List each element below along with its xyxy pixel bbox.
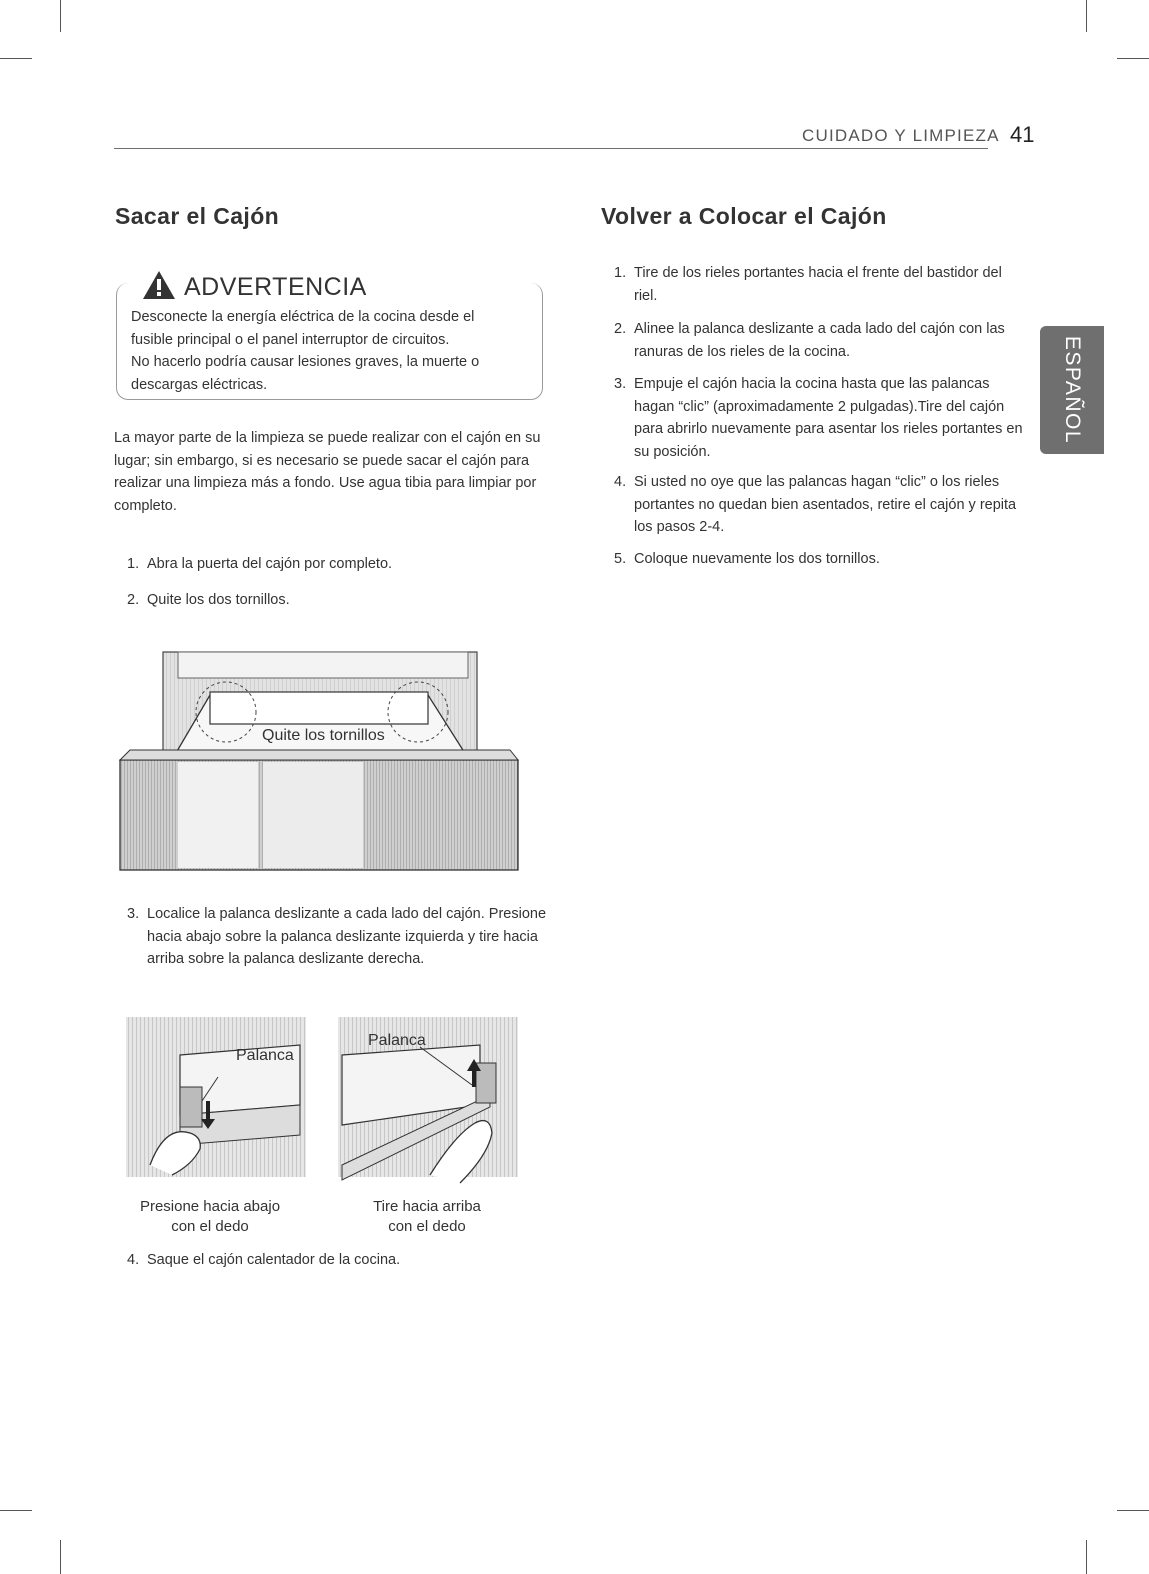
warning-text [131, 306, 531, 396]
caption-line: Tire hacia arriba [373, 1198, 481, 1215]
crop-mark [60, 1540, 61, 1574]
warning-heading [136, 270, 377, 305]
warning-line: No hacerlo podría causar lesiones graves, la muerte o [131, 354, 480, 370]
crop-mark [60, 0, 61, 32]
right-section-title: Volver a Colocar el Cajón [601, 203, 887, 229]
step-text: Alinee la palanca deslizante a cada lado del cajón con las ranuras de los rieles de la cocina. [634, 321, 1005, 360]
right-step [614, 548, 1026, 571]
step-text: Saque el cajón calentador de la cocina. [147, 1252, 401, 1268]
left-section-title: Sacar el Cajón [115, 203, 280, 229]
caption-line: con el dedo [171, 1218, 249, 1235]
header-section-title: CUIDADO Y LIMPIEZA [802, 126, 1000, 145]
crop-mark [1086, 1540, 1087, 1574]
figure-slide-levers [120, 1015, 520, 1205]
figure2-right-caption [342, 1197, 512, 1237]
figure2-left-caption [125, 1197, 295, 1237]
left-step [127, 553, 557, 576]
step-text: Si usted no oye que las palancas hagan “clic” o los rieles portantes no quedan bien asentados, retire el cajón y repita los pasos 2-4. [634, 474, 1017, 535]
left-step [127, 589, 557, 612]
figure2-right-label: Palanca [368, 1032, 426, 1049]
crop-mark [0, 58, 32, 59]
step-number: 1. [614, 265, 627, 281]
warning-line: Desconecte la energía eléctrica de la cocina desde el [131, 309, 475, 325]
page-number: 41 [1010, 122, 1035, 147]
caption-line: Presione hacia abajo [139, 1198, 281, 1215]
crop-mark [0, 1510, 32, 1511]
figure-remove-screws [118, 650, 520, 872]
figure1-label: Quite los tornillos [262, 727, 385, 744]
warning-line: fusible principal o el panel interruptor de circuitos. [131, 331, 450, 348]
warning-title: ADVERTENCIA [184, 273, 367, 301]
warning-line: descargas eléctricas. [131, 376, 268, 393]
step-text: Abra la puerta del cajón por completo. [147, 556, 393, 572]
step-number: 1. [127, 556, 140, 572]
crop-mark [1117, 1510, 1149, 1511]
figure2-left-label: Palanca [236, 1047, 294, 1064]
step-text: Empuje el cajón hacia la cocina hasta que las palancas hagan “clic” (aproximadamente 2 pulgadas).Tire del cajón para abrirlo nuevamente para asentar los rieles portantes en su posición. [634, 376, 1023, 460]
caption-line: con el dedo [388, 1218, 466, 1235]
step-number: 2. [127, 592, 140, 608]
right-step [614, 471, 1026, 539]
step-number: 4. [127, 1252, 140, 1268]
step-text: Coloque nuevamente los dos tornillos. [634, 551, 880, 567]
step-number: 5. [614, 551, 627, 567]
left-step [127, 1249, 557, 1272]
crop-mark [1117, 58, 1149, 59]
warning-icon [142, 270, 176, 305]
language-tab [1040, 326, 1104, 454]
step-text: Tire de los rieles portantes hacia el frente del bastidor del riel. [634, 265, 1002, 304]
step-number: 4. [614, 474, 627, 490]
step-number: 3. [127, 906, 140, 922]
header-rule [114, 148, 988, 149]
language-tab-label: ESPAÑOL [1061, 335, 1084, 445]
right-step [614, 318, 1026, 363]
intro-paragraph: La mayor parte de la limpieza se puede realizar con el cajón en su lugar; sin embargo, si es necesario se puede sacar el cajón para realizar una limpieza más a fondo. Use agua tibia para limpiar por completo. [114, 430, 541, 514]
right-step [614, 373, 1026, 463]
step-number: 2. [614, 321, 627, 337]
right-step [614, 262, 1026, 307]
crop-mark [1086, 0, 1087, 32]
step-text: Quite los dos tornillos. [147, 592, 290, 608]
step-number: 3. [614, 376, 627, 392]
step-text: Localice la palanca deslizante a cada lado del cajón. Presione hacia abajo sobre la palanca deslizante izquierda y tire hacia arriba sobre la palanca deslizante derecha. [147, 906, 547, 967]
left-step [127, 903, 557, 971]
